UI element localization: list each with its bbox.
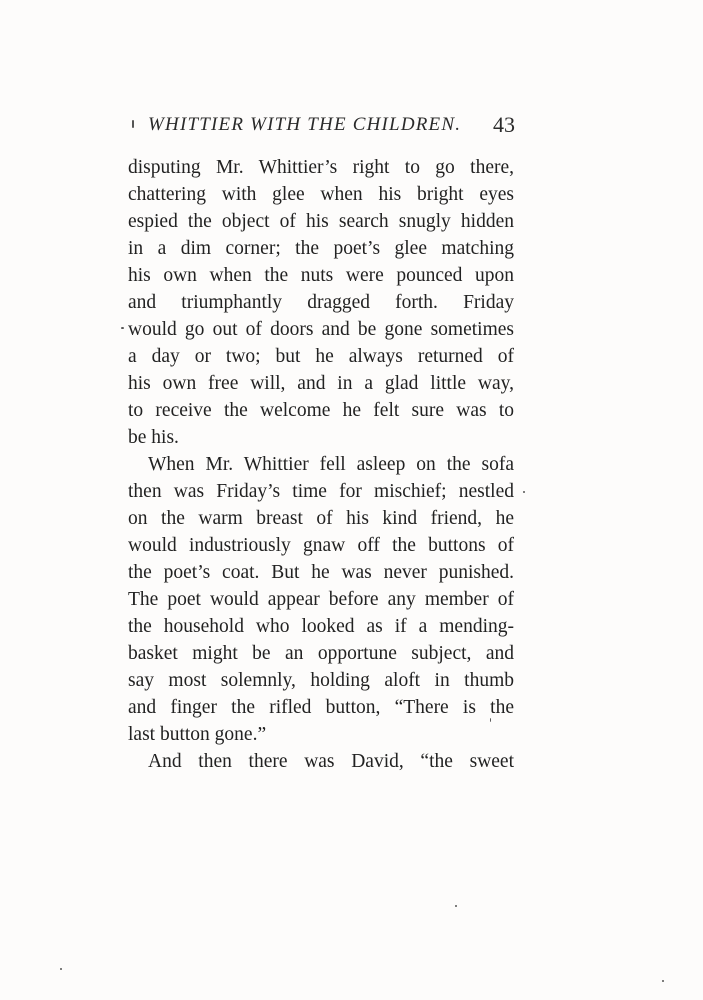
text-line: in a dim corner; the poet’s glee matching — [128, 238, 514, 259]
running-head — [148, 114, 520, 144]
scan-speck — [523, 491, 525, 493]
text-line: then was Friday’s time for mischief; nestled — [128, 481, 514, 502]
text-line: chattering with glee when his bright eyes — [128, 184, 514, 205]
page-number: 43 — [493, 112, 515, 137]
text-line: a day or two; but he always returned of — [128, 346, 514, 367]
scan-speck — [121, 327, 124, 329]
text-line: would go out of doors and be gone sometimes — [128, 319, 514, 340]
text-line: disputing Mr. Whittier’s right to go there, — [128, 157, 514, 178]
text-line: be his. — [128, 427, 179, 448]
text-line: to receive the welcome he felt sure was to — [128, 400, 514, 421]
text-line: the household who looked as if a mending- — [128, 616, 514, 637]
text-line: his own free will, and in a glad little way, — [128, 373, 514, 394]
text-line: the poet’s coat. But he was never punished. — [128, 562, 514, 583]
text-line: say most solemnly, holding aloft in thumb — [128, 670, 514, 691]
scan-speck — [60, 968, 62, 970]
scan-speck — [455, 905, 457, 907]
text-line: on the warm breast of his kind friend, he — [128, 508, 514, 529]
text-line: The poet would appear before any member of — [128, 589, 514, 610]
text-line: his own when the nuts were pounced upon — [128, 265, 514, 286]
text-line-paragraph-start: And then there was David, “the sweet — [148, 751, 514, 772]
text-line: and finger the rifled button, “There is the — [128, 697, 514, 718]
scan-speck — [662, 980, 664, 982]
scan-speck — [490, 718, 491, 722]
text-line: last button gone.” — [128, 724, 267, 745]
body-text — [128, 154, 514, 775]
running-head-title: WHITTIER WITH THE CHILDREN. — [148, 114, 462, 135]
scan-speck — [132, 120, 134, 128]
text-line: would industriously gnaw off the buttons of — [128, 535, 514, 556]
text-line: and triumphantly dragged forth. Friday — [128, 292, 514, 313]
text-line-paragraph-start: When Mr. Whittier fell asleep on the sofa — [148, 454, 514, 475]
text-line: basket might be an opportune subject, and — [128, 643, 514, 664]
text-line: espied the object of his search snugly hidden — [128, 211, 514, 232]
